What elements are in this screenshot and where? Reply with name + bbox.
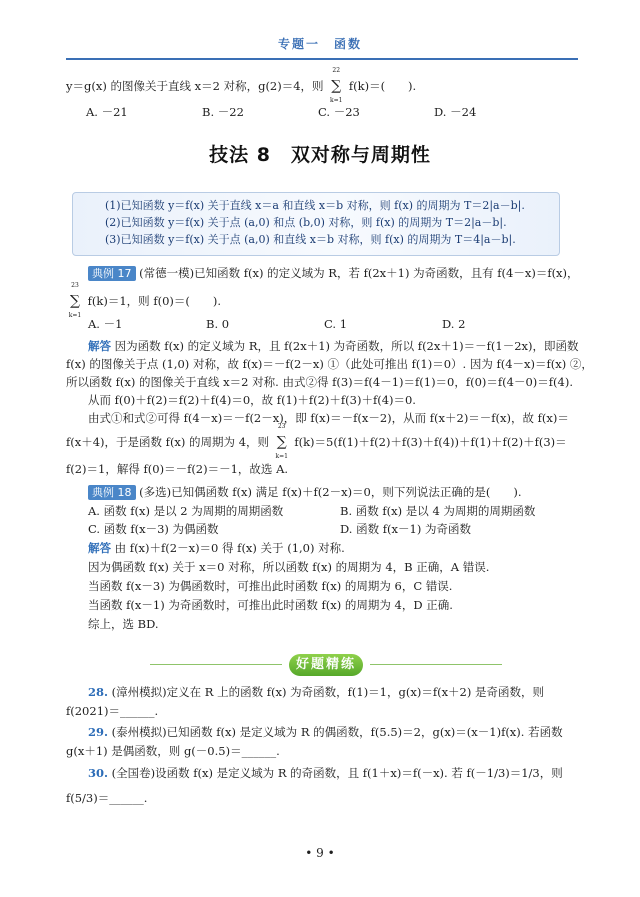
question-30-line1	[88, 765, 563, 782]
prev-question-stem	[66, 67, 417, 105]
example-18-solution-4: 当函数 f(x－1) 为奇函数时，可推出此时函数 f(x) 的周期为 4，D 正确.	[88, 598, 453, 612]
example-17-tag: 典例 17	[88, 266, 136, 281]
example-17-line2	[66, 282, 222, 320]
solution-label: 解答	[88, 339, 111, 353]
section-title: 技法 8 双对称与周期性	[209, 144, 431, 166]
sum-symbol: ∑ 23 k=1	[66, 291, 84, 311]
example-17-solution-6	[66, 423, 567, 461]
example-17-solution-3: 所以函数 f(x) 的图像关于直线 x＝2 对称. 由式②得 f(3)＝f(4－1)＝f(1)＝0，f(0)＝f(4－0)＝f(4).	[66, 375, 573, 389]
rules-box	[72, 192, 560, 256]
sum-upper: 22	[332, 67, 341, 74]
example-17-solution-1	[88, 338, 579, 355]
option-a: A. 函数 f(x) 是以 2 为周期的周期函数	[88, 504, 284, 518]
question-29-line2: g(x＋1) 是偶函数，则 g(－0.5)＝______.	[66, 744, 280, 758]
example-17-solution-4: 从而 f(0)＋f(2)＝f(2)＋f(4)＝0，故 f(1)＋f(2)＋f(3)＋f(4)＝0.	[88, 393, 416, 407]
example-17-text2: f(k)＝1，则 f(0)＝( ).	[87, 294, 222, 308]
example-17-text1: (常德一模)已知函数 f(x) 的定义域为 R，若 f(2x＋1) 为奇函数，且有 f(4－x)＝f(x)，	[139, 266, 579, 280]
question-30-line2: f(5/3)＝______.	[66, 791, 148, 805]
option-b: B. 函数 f(x) 是以 4 为周期的周期函数	[340, 504, 536, 518]
rule-2: (2)已知函数 y＝f(x) 关于点 (a,0) 和点 (b,0) 对称，则 f(x) 的周期为 T＝2|a－b|.	[105, 216, 507, 229]
option-c: C. 函数 f(x－3) 为偶函数	[88, 522, 219, 536]
sum-symbol: ∑ 23 k=1	[273, 432, 291, 452]
solution-label: 解答	[88, 541, 111, 555]
example-18-tag: 典例 18	[88, 485, 136, 500]
option-c: C. 1	[324, 317, 348, 331]
example-18-solution-2: 因为偶函数 f(x) 关于 x＝0 对称，所以函数 f(x) 的周期为 4，B 正确，A 错误.	[88, 560, 490, 574]
prev-stem-text: y＝g(x) 的图像关于直线 x＝2 对称，g(2)＝4，则	[66, 79, 324, 93]
option-c: C. －23	[318, 105, 360, 119]
sum-lower: k=1	[275, 453, 288, 461]
example-17-solution-2: f(x) 的图像关于点 (1,0) 对称，故 f(x)＝－f(2－x) ①（此处可推出 f(1)＝0）. 因为 f(4－x)＝f(x) ②，	[66, 357, 593, 371]
question-28-line1	[88, 684, 544, 701]
question-number: 30.	[88, 766, 109, 780]
question-29-line1	[88, 724, 563, 741]
rule-1: (1)已知函数 y＝f(x) 关于直线 x＝a 和直线 x＝b 对称，则 f(x) 的周期为 T＝2|a－b|.	[105, 199, 525, 212]
question-text: (全国卷)设函数 f(x) 是定义域为 R 的奇函数，且 f(1＋x)＝f(－x). 若 f(－1/3)＝1/3，则	[111, 766, 563, 780]
question-text: (漳州模拟)定义在 R 上的函数 f(x) 为奇函数，f(1)＝1，g(x)＝f(x＋2) 是奇函数，则	[111, 685, 545, 699]
sum-symbol: ∑ 22 k=1	[327, 76, 345, 96]
option-b: B. －22	[202, 105, 244, 119]
option-a: A. －21	[86, 105, 128, 119]
example-18-solution-3: 当函数 f(x－3) 为偶函数时，可推出此时函数 f(x) 的周期为 6，C 错误.	[88, 579, 453, 593]
solution-text: f(k)＝5(f(1)＋f(2)＋f(3)＋f(4))＋f(1)＋f(2)＋f(3)＝	[294, 435, 567, 449]
page-number: • 9 •	[305, 846, 335, 860]
sum-lower: k=1	[329, 97, 343, 105]
option-d: D. 2	[442, 317, 466, 331]
question-number: 29.	[88, 725, 109, 739]
rule-3: (3)已知函数 y＝f(x) 关于点 (a,0) 和直线 x＝b 对称，则 f(x) 的周期为 T＝4|a－b|.	[105, 233, 516, 246]
page-header: 专题一 函数	[277, 37, 362, 51]
example-17-solution-7: f(2)＝1，解得 f(0)＝－f(2)＝－1，故选 A.	[66, 462, 289, 476]
practice-badge: 好题精练	[289, 654, 363, 676]
question-text: (泰州模拟)已知函数 f(x) 是定义域为 R 的偶函数，f(5.5)＝2，g(x)＝(x－1)f(x). 若函数	[111, 725, 563, 739]
badge-rule-left	[150, 664, 282, 665]
question-28-line2: f(2021)＝______.	[66, 704, 159, 718]
example-18-solution-1	[88, 540, 345, 557]
option-d: D. －24	[434, 105, 477, 119]
example-18-text: (多选)已知偶函数 f(x) 满足 f(x)＋f(2－x)＝0，则下列说法正确的是( ).	[139, 485, 522, 499]
question-number: 28.	[88, 685, 109, 699]
header-rule	[66, 58, 578, 60]
option-a: A. －1	[88, 317, 123, 331]
solution-text: 因为函数 f(x) 的定义域为 R，且 f(2x＋1) 为奇函数，所以 f(2x＋1)＝－f(1－2x)，即函数	[114, 339, 579, 353]
option-b: B. 0	[206, 317, 230, 331]
example-18-solution-5: 综上，选 BD.	[88, 617, 159, 631]
solution-text: f(x＋4)，于是函数 f(x) 的周期为 4，则	[66, 435, 270, 449]
solution-text: 由 f(x)＋f(2－x)＝0 得 f(x) 关于 (1,0) 对称.	[114, 541, 345, 555]
option-d: D. 函数 f(x－1) 为奇函数	[340, 522, 471, 536]
badge-rule-right	[370, 664, 502, 665]
example-17-solution-5: 由式①和式②可得 f(4－x)＝－f(2－x)，即 f(x)＝－f(x－2)，从而 f(x＋2)＝－f(x)，故 f(x)＝	[88, 411, 569, 425]
sum-upper: 23	[71, 282, 79, 289]
sum-upper: 23	[277, 423, 286, 430]
example-18-stem	[88, 484, 522, 501]
sum-lower: k=1	[68, 312, 82, 320]
example-17-line1	[88, 265, 579, 282]
prev-stem-end: f(k)＝( ).	[348, 79, 417, 93]
